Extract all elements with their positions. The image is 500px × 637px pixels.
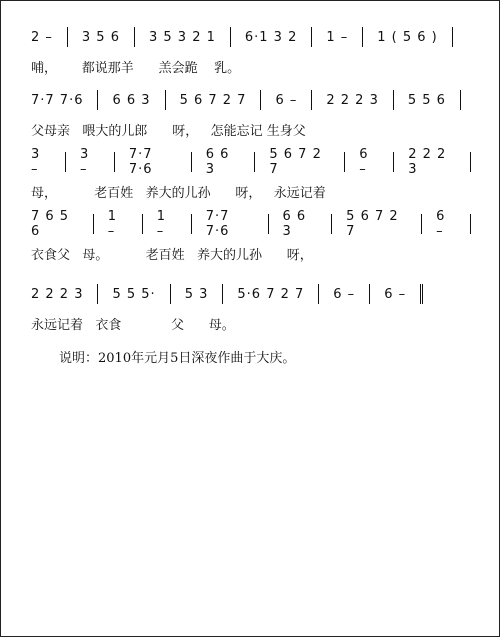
barline xyxy=(311,27,312,47)
score-row-3 xyxy=(1,147,500,211)
barline xyxy=(142,214,143,234)
barline xyxy=(170,284,171,304)
measure: 7·7 7·6 xyxy=(205,209,230,239)
measure: 3 5 6 xyxy=(81,29,120,45)
measure: 7·7 7·6 xyxy=(128,147,153,177)
measure: 6 – xyxy=(333,286,356,302)
barline xyxy=(134,27,135,47)
barline xyxy=(470,214,471,234)
composer-note: 说明：2010年元月5日深夜作曲于大庆。 xyxy=(59,351,296,366)
measure: 6 6 3 xyxy=(112,92,151,108)
barline xyxy=(268,214,269,234)
measure: 3 – xyxy=(31,147,41,177)
barline xyxy=(393,90,394,110)
measure: 6·1 3 2 xyxy=(244,29,298,45)
barline xyxy=(369,284,370,304)
score-row-4 xyxy=(1,209,500,273)
barline xyxy=(318,284,319,304)
barline xyxy=(222,284,223,304)
measure: 1 – xyxy=(156,209,167,239)
score-row-1 xyxy=(1,26,500,86)
notation-line xyxy=(31,209,471,239)
barline xyxy=(230,27,231,47)
notation-line xyxy=(31,147,471,177)
notation-line xyxy=(31,89,471,111)
measure: 3 5 3 2 1 xyxy=(148,29,216,45)
measure: 7·7 7·6 xyxy=(31,92,84,108)
measure: 5 6 7 2 7 xyxy=(269,147,322,177)
barline xyxy=(191,214,192,234)
measure: 6 – xyxy=(275,92,298,108)
measure: 2 2 2 3 xyxy=(326,92,379,108)
barline xyxy=(165,90,166,110)
barline xyxy=(114,152,115,172)
measure: 6 – xyxy=(384,286,407,302)
measure: 2 2 2 3 xyxy=(31,286,84,302)
measure: 5 6 7 2 7 xyxy=(346,209,399,239)
score-row-5 xyxy=(1,283,500,343)
barline xyxy=(452,27,453,47)
measure: 5 6 7 2 7 xyxy=(179,92,247,108)
lyrics-line: 永远记着 衣食 父 母。 xyxy=(31,317,235,333)
lyrics-line: 父母亲 喂大的儿郎 呀， 怎能忘记 生身父 xyxy=(31,123,306,139)
lyrics-line: 哺， 都说那羊 羔会跪 乳。 xyxy=(31,60,241,76)
measure: 5 3 xyxy=(184,286,209,302)
barline xyxy=(254,152,255,172)
barline xyxy=(344,152,345,172)
measure: 1 – xyxy=(107,209,118,239)
barline xyxy=(67,27,68,47)
barline xyxy=(460,90,461,110)
barline xyxy=(191,152,192,172)
measure: 3 – xyxy=(79,147,90,177)
measure: 6 6 3 xyxy=(205,147,230,177)
barline xyxy=(260,90,261,110)
barline xyxy=(65,152,66,172)
barline xyxy=(421,214,422,234)
measure: 5 5 5· xyxy=(112,286,156,302)
measure: 6 – xyxy=(359,147,369,177)
measure: 6 – xyxy=(436,209,446,239)
barline xyxy=(97,284,98,304)
barline xyxy=(470,152,471,172)
measure: 2 – xyxy=(31,29,53,45)
lyrics-line: 母， 老百姓 养大的儿孙 呀， 永远记着 xyxy=(31,185,326,201)
notation-line xyxy=(31,283,471,305)
barline xyxy=(97,90,98,110)
final-barline xyxy=(420,284,423,304)
measure: 7 6 5 6 xyxy=(31,209,70,239)
lyrics-line: 衣食父 母。 老百姓 养大的儿孙 呀， xyxy=(31,247,313,263)
measure: 2 2 2 3 xyxy=(408,147,447,177)
measure: 5 5 6 xyxy=(407,92,446,108)
notation-line xyxy=(31,26,471,48)
score-row-2 xyxy=(1,89,500,149)
barline xyxy=(393,152,394,172)
measure: 6 6 3 xyxy=(282,209,307,239)
measure: 1 ( 5 6 ) xyxy=(377,29,438,45)
barline xyxy=(362,27,363,47)
barline xyxy=(311,90,312,110)
measure: 1 – xyxy=(326,29,349,45)
barline xyxy=(331,214,332,234)
barline xyxy=(93,214,94,234)
measure: 5·6 7 2 7 xyxy=(237,286,305,302)
